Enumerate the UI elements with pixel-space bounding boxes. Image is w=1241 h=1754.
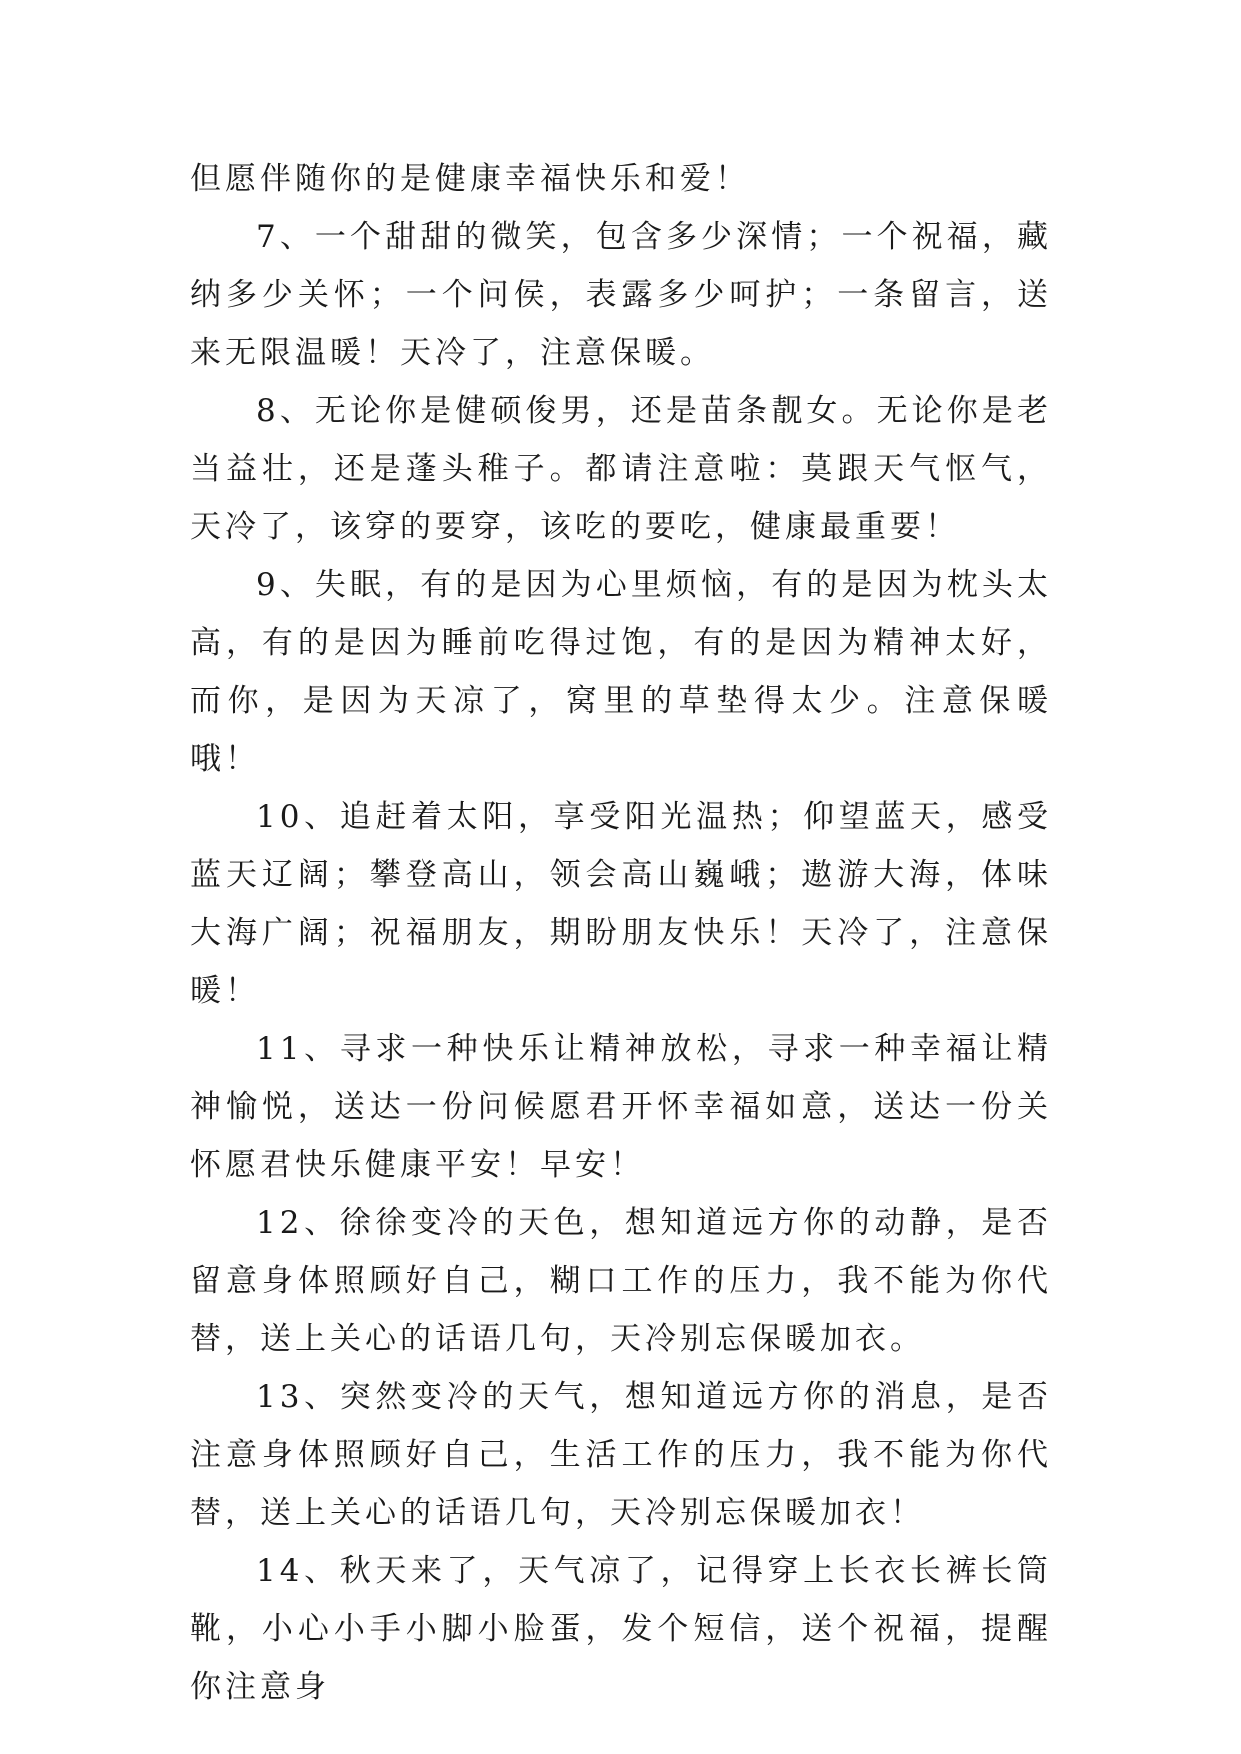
paragraph-item-13: 13、突然变冷的天气，想知道远方你的消息，是否注意身体照顾好自己，生活工作的压力，我不能为你代替，送上关心的话语几句，天冷别忘保暖加衣！ [190,1379,1052,1531]
paragraph-item-10: 10、追赶着太阳，享受阳光温热；仰望蓝天，感受蓝天辽阔；攀登高山，领会高山巍峨；遨游大海，体味大海广阔；祝福朋友，期盼朋友快乐！天冷了，注意保暖！ [190,799,1052,1009]
paragraph-item-11: 11、寻求一种快乐让精神放松，寻求一种幸福让精神愉悦，送达一份问候愿君开怀幸福如意，送达一份关怀愿君快乐健康平安！早安！ [190,1031,1052,1183]
paragraph-continuation: 但愿伴随你的是健康幸福快乐和爱！ [190,161,750,197]
paragraph-item-9: 9、失眠，有的是因为心里烦恼，有的是因为枕头太高，有的是因为睡前吃得过饱，有的是因为精神太好，而你，是因为天凉了，窝里的草垫得太少。注意保暖哦！ [190,567,1052,777]
paragraph-item-8: 8、无论你是健硕俊男，还是苗条靓女。无论你是老当益壮，还是蓬头稚子。都请注意啦：莫跟天气怄气，天冷了，该穿的要穿，该吃的要吃，健康最重要！ [190,393,1052,545]
paragraph-item-14: 14、秋天来了，天气凉了，记得穿上长衣长裤长筒靴，小心小手小脚小脸蛋，发个短信，送个祝福，提醒你注意身 [190,1553,1052,1705]
text-body [190,150,1052,1716]
paragraph-item-7: 7、一个甜甜的微笑，包含多少深情；一个祝福，藏纳多少关怀；一个问侯，表露多少呵护；一条留言，送来无限温暖！天冷了，注意保暖。 [190,219,1052,371]
paragraph-item-12: 12、徐徐变冷的天色，想知道远方你的动静，是否留意身体照顾好自己，糊口工作的压力，我不能为你代替，送上关心的话语几句，天冷别忘保暖加衣。 [190,1205,1052,1357]
